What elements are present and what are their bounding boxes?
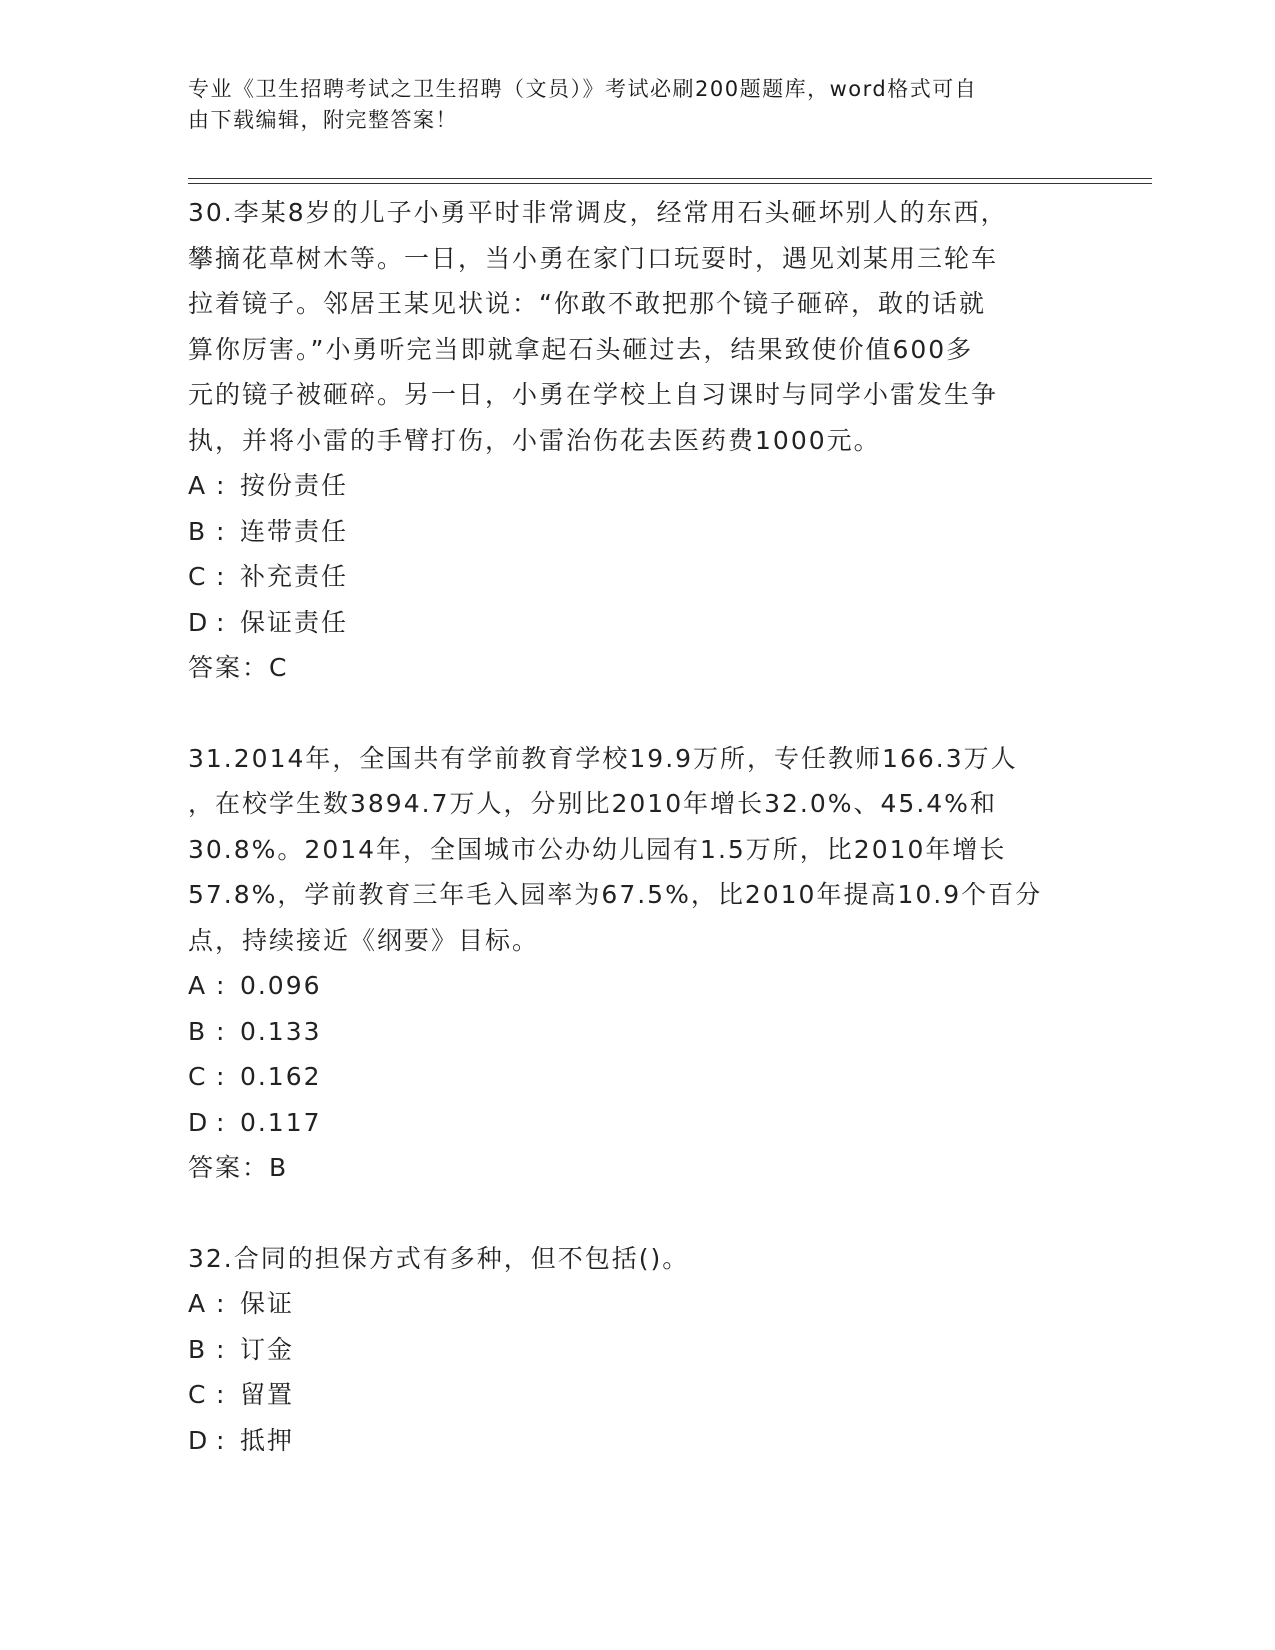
option-letter: A: [188, 1289, 208, 1318]
stem-line: 点，持续接近《纲要》目标。: [188, 925, 540, 955]
option-letter: B: [188, 1334, 208, 1364]
option-text: 0.117: [239, 1107, 322, 1137]
option-letter: C: [188, 1380, 208, 1409]
question-spacer: [188, 1191, 1068, 1236]
option-a: A : 保证: [188, 1281, 1068, 1327]
option-letter: A: [188, 471, 208, 500]
stem-line: 算你厉害。”小勇听完当即就拿起石头砸过去，结果致使价值600多: [188, 334, 974, 364]
option-text: 订金: [239, 1334, 294, 1364]
option-c: C : 0.162: [188, 1054, 1068, 1100]
option-text: 按份责任: [239, 471, 348, 500]
option-b: B : 订金: [188, 1327, 1068, 1373]
stem-line: 30.李某8岁的儿子小勇平时非常调皮，经常用石头砸坏别人的东西，: [188, 198, 1008, 227]
question-32: [188, 1236, 1068, 1464]
option-letter: B: [188, 516, 208, 546]
question-spacer: [188, 691, 1068, 736]
header-divider-bottom: [188, 183, 1152, 184]
stem-line: 拉着镜子。邻居王某见状说：“你敢不敢把那个镜子砸碎，敢的话就: [188, 289, 986, 318]
answer-label: 答案：C: [188, 653, 289, 682]
option-letter: D: [188, 607, 210, 637]
option-text: 0.133: [239, 1016, 322, 1046]
question-list: [188, 190, 1068, 1463]
question-stem: [188, 190, 1068, 463]
stem-line: 30.8%。2014年，全国城市公办幼儿园有1.5万所，比2010年增长: [188, 834, 1007, 864]
option-letter: D: [188, 1107, 210, 1137]
option-letter: C: [188, 562, 208, 591]
question-30: [188, 190, 1068, 691]
option-c: C : 补充责任: [188, 554, 1068, 600]
option-a: A : 按份责任: [188, 463, 1068, 509]
option-text: 保证: [239, 1289, 294, 1318]
stem-line: 57.8%，学前教育三年毛入园率为67.5%，比2010年提高10.9个百分: [188, 880, 1043, 909]
header-divider-top: [188, 178, 1152, 179]
option-a: A : 0.096: [188, 963, 1068, 1009]
header-line-1: 专业《卫生招聘考试之卫生招聘（文员）》考试必刷200题题库，word格式可自: [188, 77, 978, 101]
option-d: D : 保证责任: [188, 600, 1068, 646]
stem-line: 32.合同的担保方式有多种，但不包括()。: [188, 1243, 690, 1273]
option-text: 抵押: [239, 1425, 294, 1455]
stem-line: 31.2014年，全国共有学前教育学校19.9万所，专任教师166.3万人: [188, 743, 1018, 773]
option-text: 保证责任: [239, 607, 348, 637]
stem-line: ，在校学生数3894.7万人，分别比2010年增长32.0%、45.4%和: [188, 789, 997, 818]
question-stem: [188, 1236, 1068, 1282]
question-31: [188, 736, 1068, 1191]
question-stem: [188, 736, 1068, 964]
option-letter: D: [188, 1425, 210, 1455]
option-letter: A: [188, 971, 208, 1000]
option-text: 0.096: [239, 971, 322, 1000]
option-letter: C: [188, 1062, 208, 1091]
option-text: 0.162: [239, 1062, 322, 1091]
option-text: 留置: [239, 1380, 294, 1409]
option-b: B : 0.133: [188, 1009, 1068, 1055]
stem-line: 攀摘花草树木等。一日，当小勇在家门口玩耍时，遇见刘某用三轮车: [188, 243, 999, 273]
answer-label: 答案：B: [188, 1153, 289, 1182]
option-d: D : 抵押: [188, 1418, 1068, 1464]
stem-line: 元的镜子被砸碎。另一日，小勇在学校上自习课时与同学小雷发生争: [188, 380, 999, 409]
header-line-2: 由下载编辑，附完整答案！: [188, 108, 458, 132]
option-b: B : 连带责任: [188, 509, 1068, 555]
option-text: 补充责任: [239, 562, 348, 591]
option-letter: B: [188, 1016, 208, 1046]
page-header: [188, 74, 1068, 136]
option-d: D : 0.117: [188, 1100, 1068, 1146]
stem-line: 执，并将小雷的手臂打伤，小雷治伤花去医药费1000元。: [188, 425, 881, 455]
option-c: C : 留置: [188, 1372, 1068, 1418]
option-text: 连带责任: [239, 516, 348, 546]
